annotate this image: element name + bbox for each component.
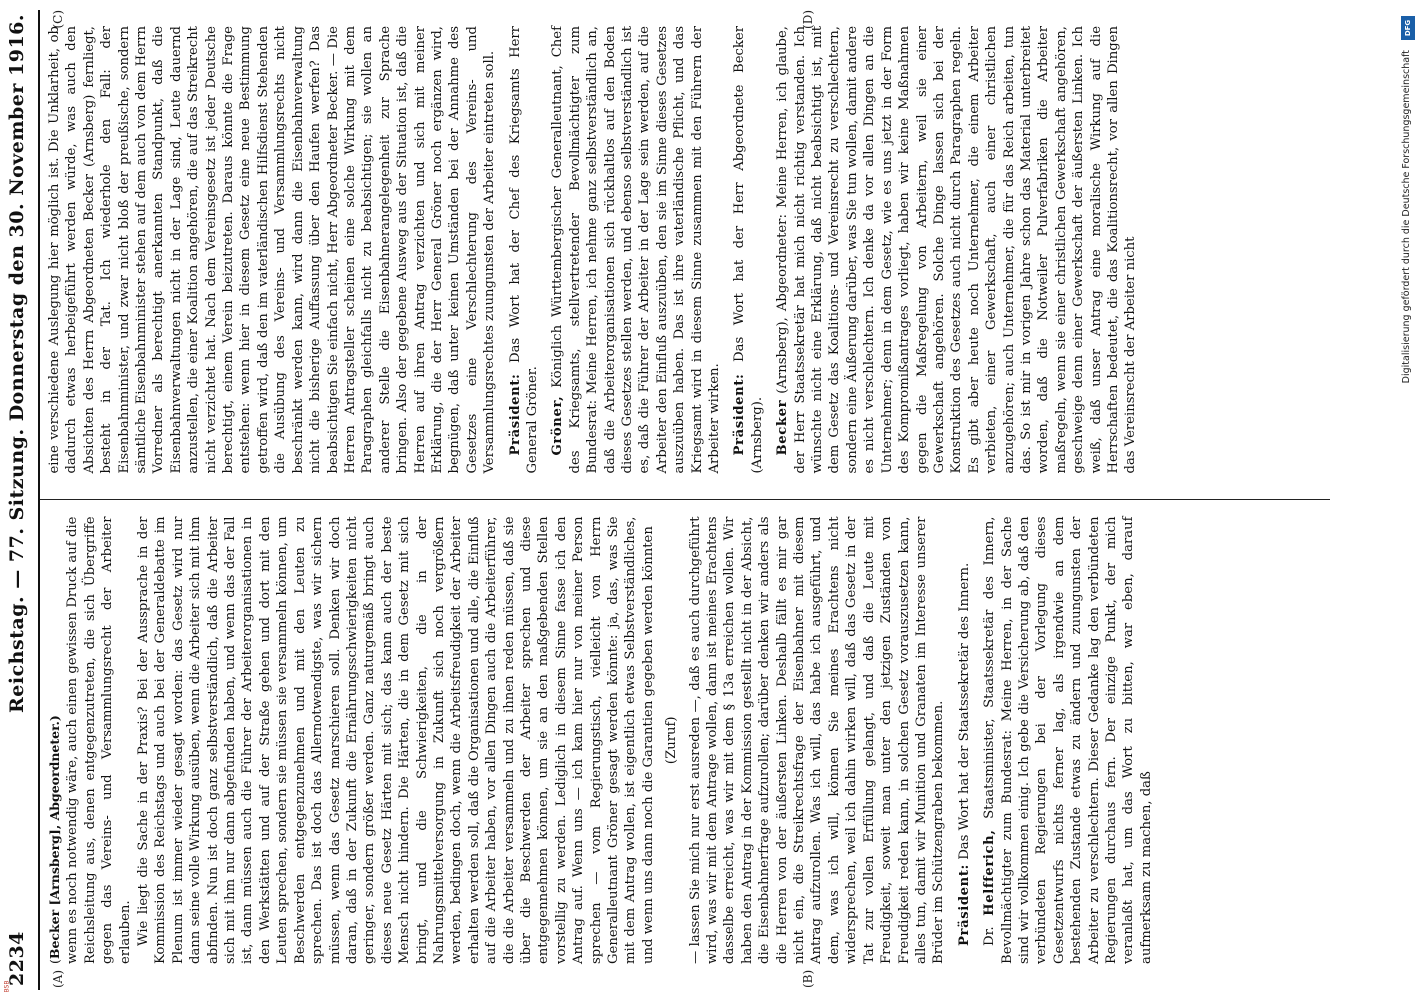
running-head [6, 10, 40, 990]
library-mark-text: BSB [3, 980, 11, 993]
margin-marker-b: (B) [801, 969, 815, 988]
paragraph: Wie liegt die Sache in der Praxis? Bei der Aussprache in der Kommission des Reichstags und auch bei der Generaldebatte im Plenum ist immer wieder gesagt worden: das Gesetz wird nur dann seine volle Wirkung ausüben, wenn die Arbeiter sich mit ihm abfinden. Nun ist doch ganz selbstverständlich, daß die Arbeiter sich mit ihm nur dann abgefunden haben, und wenn das der Fall ist, dann müssen auch die Führer der Arbeiterorganisationen in den Werkstätten und auf der Straße gehen und dort mit den Leuten sprechen, sondern sie müssen sie versammeln können, um Beschwerden entgegenzunehmen und mit den Leuten zu sprechen. Das ist doch das Allernotwendigste, was wir sichern müssen, wenn das Gesetz marschieren soll. Denken wir doch daran, daß in der Zukunft die Ernährungsschwierigkeiten nicht geringer, sondern größer werden. Ganz naturgemäß bringt auch dieses neue Gesetz Härten mit sich; das kann auch der beste Mensch nicht hindern. Die Härten, die in dem Gesetz mit sich bringt, und die Schwierigkeiten, die in der Nahrungsmittelversorgung in Zukunft sich noch vergrößern werden, bedingen doch, wenn die Arbeitsfreudigkeit der Arbeiter erhalten werden soll, daß die Organisationen und alle, die Einfluß auf die Arbeiter haben, vor allen Dingen auch die Arbeiterführer, die die Arbeiter versammeln und zu ihnen reden müssen, daß sie über die Beschwerden der Arbeiter sprechen und diese entgegennehmen können, um sie an den maßgebenden Stellen vorstellig zu werden. Lediglich in diesem Sinne fasse ich den Antrag auf. Wenn uns — ich kam hier nur von meiner Person sprechen — vom Regierungstisch, vielleicht von Herrn Generalleutnant Gröner gesagt werden könnte: ja, das, was Sie mit dem Antrag wollen, ist eigentlich etwas Selbstverständliches, und wenn uns dann noch die Garantien gegeben werden könnten [136, 516, 656, 964]
margin-marker-d: (D) [801, 10, 815, 29]
running-head-title: Reichstag. — 77. Sitzung. Donnerstag den 30. November 1916. [6, 14, 28, 714]
speech-text: (Arnsberg), Abgeordneter: Meine Herren, ich glaube, der Herr Staatssekretär hat mich nicht richtig verstanden. Ich wünschte nicht eine Erklärung, daß nicht beabsichtigt ist, mit dem Gesetz das Koalitions- und Vereinsrecht zu verschlechtern, sondern eine Äußerung darüber, was Sie tun wollen, damit andere es nicht verschlechtern. Ich denke da vor allen Dingen an die Unternehmer; denn in dem Gesetz, wie es uns jetzt in der Form des Kompromißantrages vorliegt, haben wir keine Maßnahmen gegen die Maßregelung von Arbeitern, weil sie einer Gewerkschaft angehören. Solche Dinge lassen sich bei der Konstruktion des Gesetzes auch nicht durch Paragraphen regeln. Es gibt aber heute noch Unternehmer, die einem Arbeiter verbieten, einer Gewerkschaft, auch einer christlichen anzugehören; auch Unternehmer, die für das Reich arbeiten, tun das. So ist mir in vorigen Jahre schon das Material unterbreitet worden, daß die Notweiler Pulverfabriken die Arbeiter maßregeln, wenn sie einer christlichen Gewerkschaft angehören, geschweige denn einer Gewerkschaft der äußersten Linken. Ich weiß, daß unser Antrag eine moralische Wirkung auf die Herrschaften bedeutet, die das Koalitionsrecht, vor allen Dingen das Vereinsrecht der Arbeiter nicht [775, 26, 1139, 474]
speech-text: Das Wort hat der Staatssekretär des Innern. [956, 562, 972, 860]
speech-text: Königlich Württembergischer Generalleutnant, Chef des Kriegsamts, stellvertretender Bevollmächtigter zum Bundesrat: Meine Herren, ich nehme ganz selbstverständlich an, daß die Arbeiterorganisationen sich rückhaltlos auf den Boden dieses Gesetzes stellen werden, und ebenso selbstverständlich ist es, daß die Führer der Arbeiter in der Lage sein werden, auf die Arbeiter den Einfluß auszuüben, den sie im Sinne dieses Gesetzes auszuüben haben. Das ist ihre vaterländische Pflicht, und das Kriegsamt wird in diesem Sinne zusammen mit den Führern der Arbeiter wirken. [550, 26, 723, 474]
paragraph: eine verschiedene Auslegung hier möglich ist. Die Unklarheit, ob dadurch etwas herbeigeführt werden würde, was auch den Absichten des Herrn Abgeordneten Becker (Arnsberg) fernliegt, besteht in der Tat. Ich wiederhole den Fall: der Eisenbahnminister, und zwar nicht bloß der preußische, sondern sämtliche Eisenbahnminister stehen auf dem auch von dem Herrn Vorredner als berechtigt anerkannten Standpunkt, daß die Eisenbahnverwaltungen nicht in der Lage sind, Leute dauernd anzustellen, die einer Koalition angehören, die auf das Streikrecht nicht verzichtet hat. Nach dem Vereinsgesetz ist jeder Deutsche berechtigt, einem Verein beizutreten. Daraus könnte die Frage entstehen: wenn hier in diesem Gesetz eine neue Bestimmung getroffen wird, daß den im vaterländischen Hilfsdienst Stehenden die Ausübung des Vereins- und Versammlungsrechts nicht beschränkt werden kann, wird dann die Eisenbahnverwaltung nicht die bisherige Auffassung über den Haufen werfen? Das beabsichtigen Sie einfach nicht, Herr Abgeordneter Becker. — Die Herren Antragsteller scheinen eine solche Wirkung mit dem Paragraphen gleichfalls nicht zu beabsichtigen; sie wollen an anderer Stelle die Eisenbahnerangelegenheit zur Sprache bringen. Also der gegebene Ausweg aus der Situation ist, daß die Herren auf ihren Antrag verzichten und sich mit meiner Erklärung, die der Herr General Gröner noch ergänzen wird, begnügen, daß unter keinen Umständen bei der Annahme des Gesetzes eine Verschlechterung des Vereins- und Versammlungsrechtes zuungunsten der Arbeiter eintreten soll. [47, 26, 498, 474]
speaker-name: Präsident: [732, 373, 748, 456]
speaker-name: Becker [775, 399, 791, 456]
president-speech [507, 26, 542, 474]
speaker-name: Präsident: [956, 863, 972, 946]
margin-marker-a: (A) [51, 969, 65, 988]
speech-text: Das Wort hat der Chef des Kriegsamts Herr General Gröner. [507, 26, 540, 474]
speaker-prefix: Dr. [982, 926, 998, 946]
library-mark [2, 974, 12, 996]
continuation-header: (Becker [Arnsberg], Abgeordneter.) [47, 715, 62, 964]
groener-speech [549, 26, 723, 474]
speaker-name: Gröner, [550, 395, 566, 456]
right-column [40, 10, 1330, 500]
interjection: (Zuruf) [664, 716, 680, 765]
president-speech [731, 26, 766, 474]
speaker-name: Helfferich, [982, 829, 998, 916]
digitization-credit [1401, 20, 1415, 980]
continuation-speaker: Becker [Arnsberg], Abgeordneter.) [47, 715, 62, 960]
paragraph: — lassen Sie mich nur erst ausreden —, daß es auch durchgeführt wird, was wir mit dem Antrage wollen, dann ist meines Erachtens dasselbe erreicht, was wir mit dem § 13a erreichen wollen. Wir haben den Antrag in der Kommission gestellt nicht in der Absicht, die Eisenbahnerfrage aufzurollen; darüber denken wir anders als die Herren von der äußersten Linken. Deshalb fällt es mir gar nicht ein, die Streikrechtsfrage der Eisenbahner mit diesem Antrag aufzurollen. Was ich will, das habe ich ausgeführt, und dem, was ich will, können Sie meines Erachtens nicht widersprechen, weil ich dahin wirken will, daß das Gesetz in der Tat zur vollen Erfüllung gelangt, und daß die Leute mit Freudigkeit, soweit man unter den jetzigen Zuständen von Freudigkeit reden kann, in solchen Gesetz vorauszusetzen kann, alles tun, damit wir Munition und Granaten im Interesse unserer Brüder im Schützengraben bekommen. [687, 516, 947, 964]
speech-text: Das Wort hat der Herr Abgeordnete Becker (Arnsberg). [732, 26, 765, 474]
margin-marker-c: (C) [51, 10, 65, 29]
page-number: 2234 [6, 931, 28, 986]
paragraph: wenn es noch notwendig wäre, auch einen gewissen Druck auf die Reichsleitung aus, denen entgegenzutreten, die sich Übergriffe gegen das Vereins- und Versammlungsrecht der Arbeiter erlauben. [65, 516, 133, 964]
credit-text: Digitalisierung gefördert durch die Deutsche Forschungsgemeinschaft [1401, 50, 1412, 384]
becker-speech [774, 26, 1140, 474]
text-columns [40, 10, 1330, 990]
helfferich-speech [981, 517, 1155, 965]
speech-text: Staatsminister, Staatssekretär des Innern, Bevollmächtigter zum Bundesrat: Meine Herren, in der Sache sind wir vollkommen einig. Ich gebe die Versicherung ab, daß den verbündeten Regierungen bei der Vorlegung dieses Gesetzentwurfs nichts ferner lag, als irgendwie an dem bestehenden Zustande etwas zu ändern und zuungunsten der Arbeiter zu verschlechtern. Dieser Gedanke lag den verbündeten Regierungen durchaus fern. Der einzige Punkt, der mich veranlaßt hat, um das Wort zu bitten, war eben, darauf aufmerksam zu machen, daß [982, 516, 1154, 964]
speaker-name: Präsident: [507, 373, 523, 456]
dfg-logo-text: DFG [1404, 19, 1412, 37]
president-speech [956, 517, 973, 965]
left-column [40, 500, 1330, 991]
